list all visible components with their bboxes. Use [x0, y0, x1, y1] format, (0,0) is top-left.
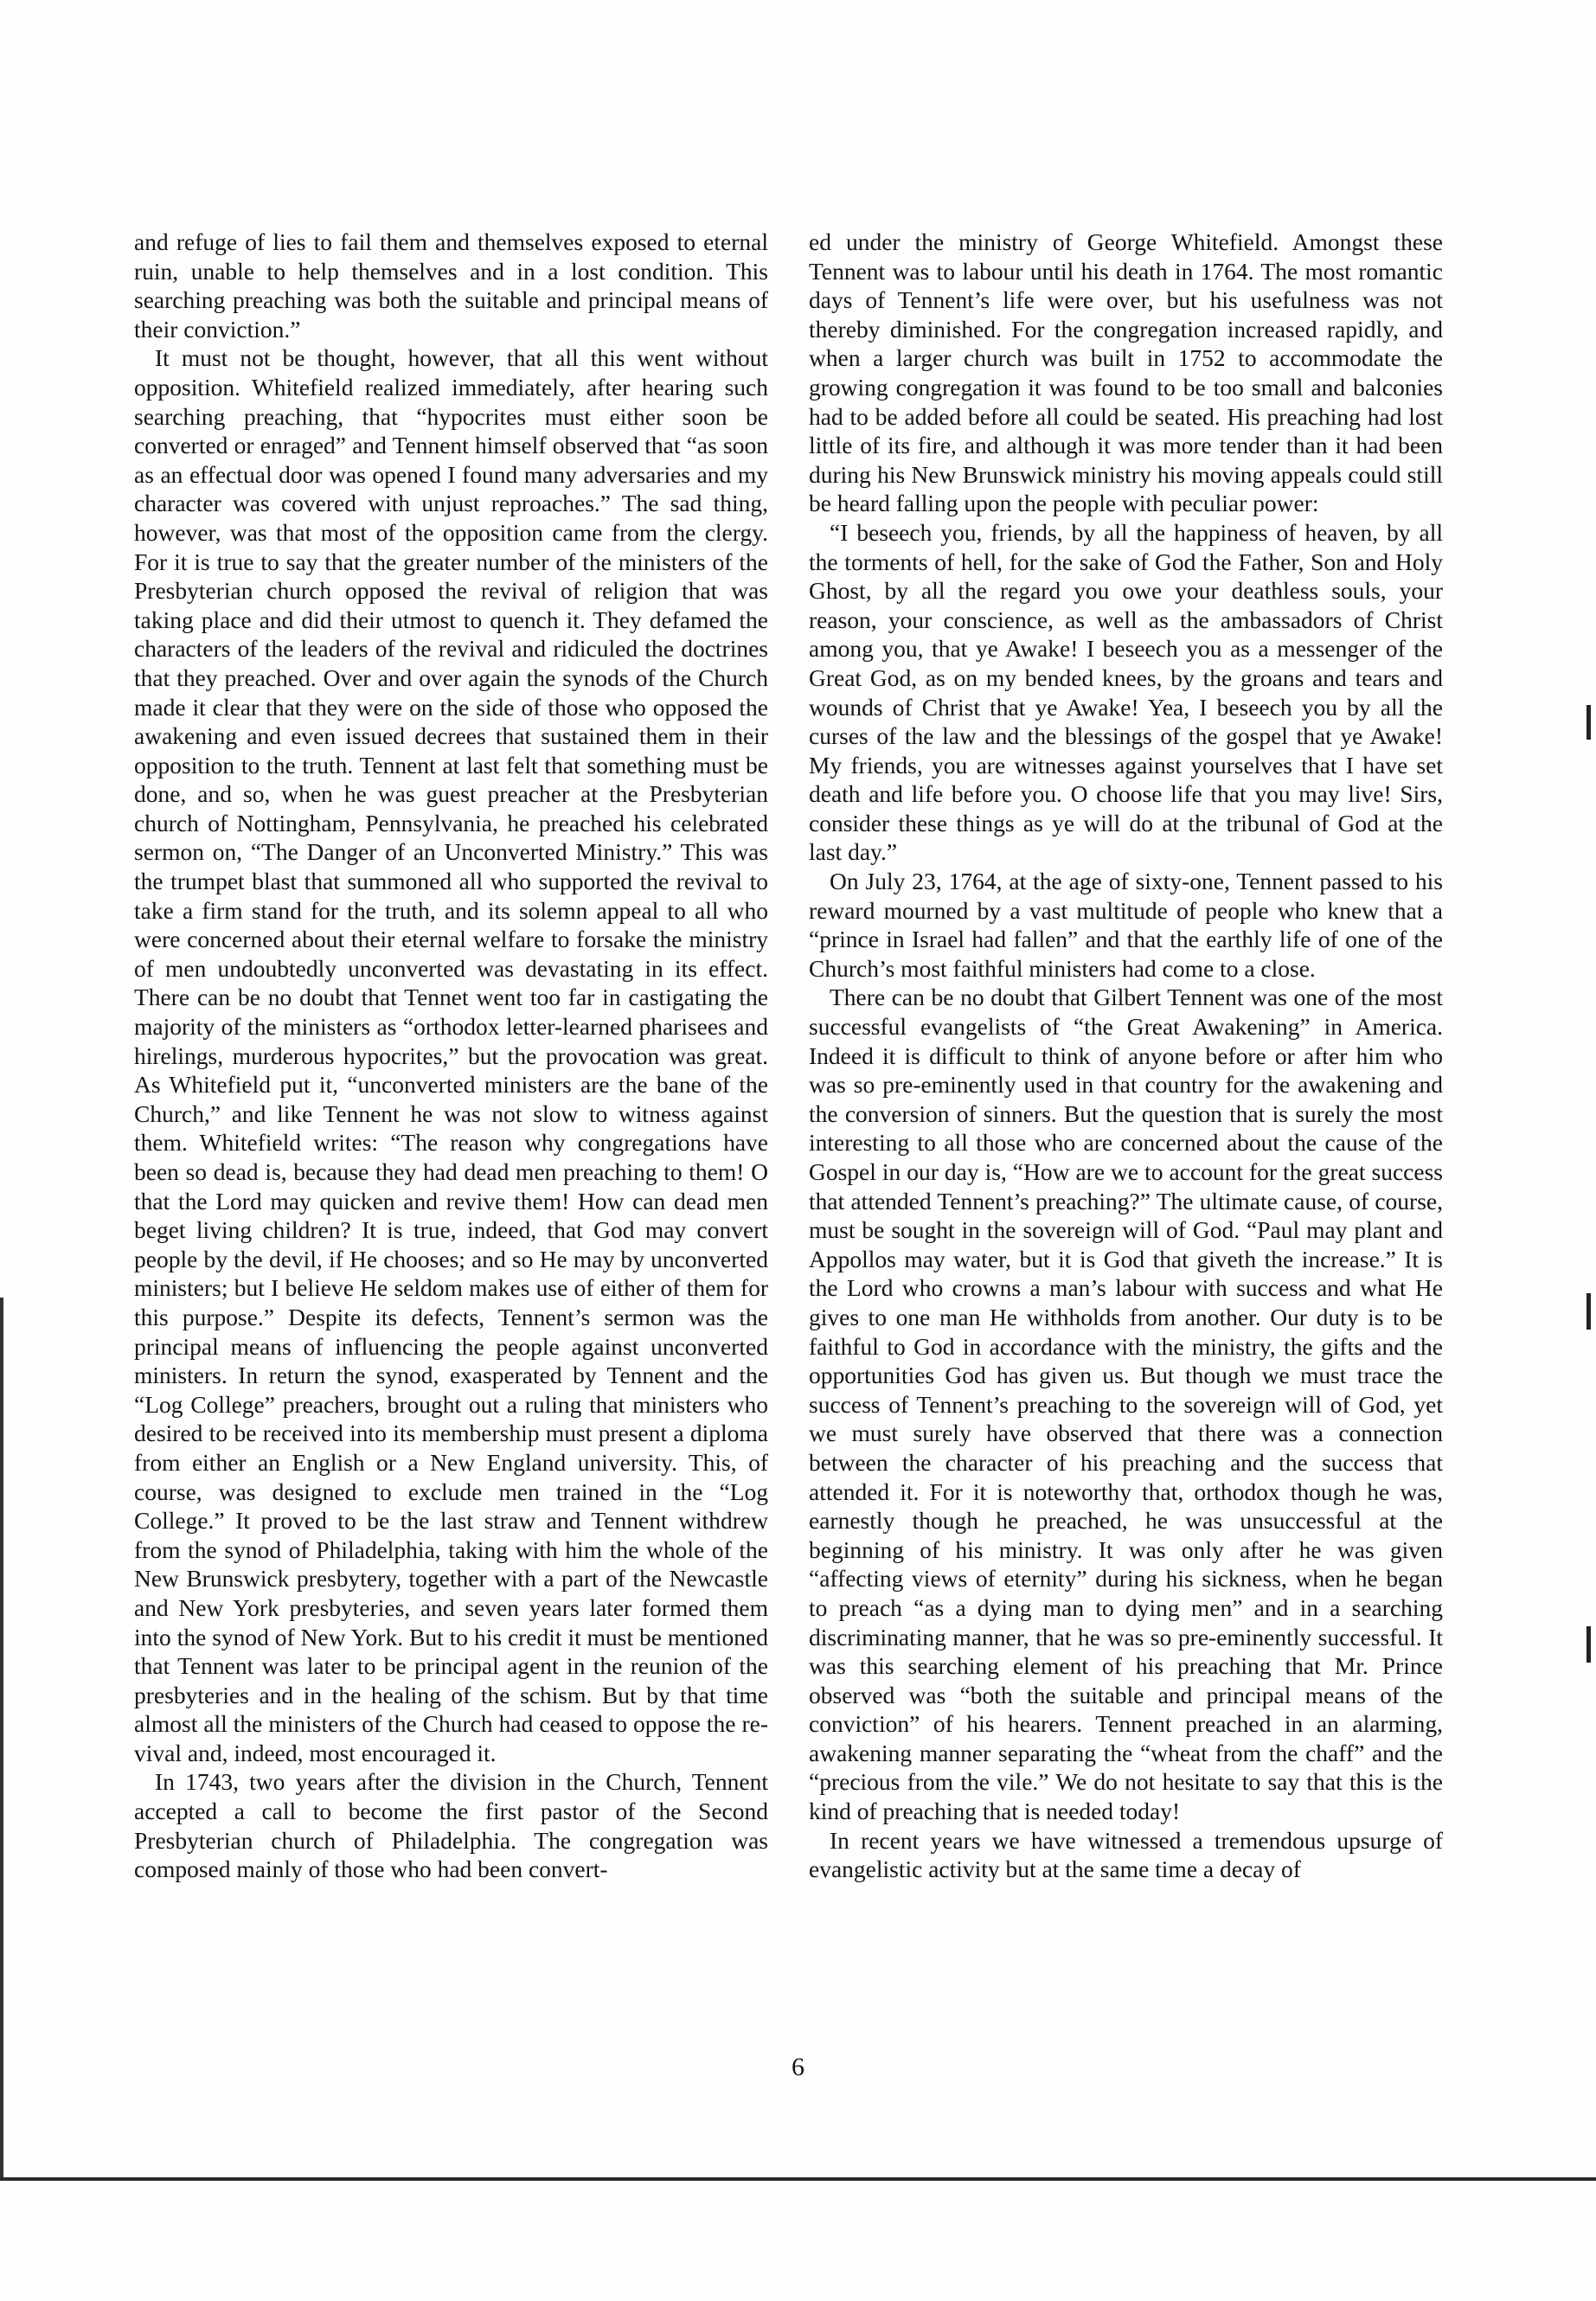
- scan-edge-bottom: [0, 2177, 1596, 2181]
- right-text-column: [809, 228, 1443, 1884]
- paragraph-continued: ed under the ministry of George Whitefield. Amongst these Tennent was to labour until his death in 1764. The most romantic days of Tennent’s life were over, but his usefulness was not thereby diminished. For the congregation increased rapidly, and when a larger church was built in 1752 to accommodate the growing congregation it was found to be too small and balconies had to be added before all could be seated. His preaching had lost little of its fire, and although it was more tender than it had been during his New Brunswick ministry his moving appeals could still be heard falling upon the people with peculiar power:: [809, 228, 1443, 517]
- quoted-sermon-paragraph: “I beseech you, friends, by all the happiness of heaven, by all the torments of hell, for the sake of God the Father, Son and Holy Ghost, by all the regard you owe your deathless souls, your reason, your conscience, as well as the ambassadors of Christ among you, that ye Awake! I beseech you as a messenger of the Great God, as on my bended knees, by the groans and tears and wounds of Christ that ye Awake! Yea, I beseech you by all the curses of the law and the blessings of the gospel that ye Awake! My friends, you are witnesses against yourselves that I have set death and life before you. O choose life that you may live! Sirs, consider these things as ye will do at the tribunal of God at the last day.”: [809, 518, 1443, 866]
- paragraph-continued: and refuge of lies to fail them and themselves exposed to eternal ruin, unable to help themselves and in a lost condition. This searching preaching was both the suitable and principal means of their conviction.”: [134, 228, 768, 343]
- paragraph: There can be no doubt that Gilbert Tennent was one of the most successful evangelists of “the Great Awakening” in America. Indeed it is difficult to think of anyone before or after him who was so pre-eminently used in that country for the awakening and the conversion of sinners. But the question that is surely the most interesting to all those who are concerned about the cause of the Gospel in our day is, “How are we to account for the great success that attended Tennent’s preaching?” The ultimate cause, of course, must be sought in the sovereign will of God. “Paul may plant and Appollos may water, but it is God that giveth the increase.” It is the Lord who crowns a man’s labour with success and what He gives to one man He withholds from another. Our duty is to be faithful to God in accordance with the ministry, the gifts and the opportunities God has given us. But though we must trace the success of Tennent’s preaching to the sovereign will of God, yet we must surely have observed that there was a connection between the character of his preaching and the success that attended it. For it is noteworthy that, orthodox though he was, earnestly though he preached, he was unsuccessful at the beginning of his ministry. It was only after he was given “affecting views of eternity” during his sickness, when he began to preach “as a dying man to dying men” and in a searching discriminating manner, that he was so pre-eminently successful. It was this searching element of his preaching that Mr. Prince observed was “both the suitable and principal means of the conviction” of his hearers. Tennent preached in an alarming, awakening manner separating the “wheat from the chaff” and the “precious from the vile.” We do not hesitate to say that this is the kind of preaching that is needed today!: [809, 984, 1443, 1825]
- paragraph: In recent years we have witnessed a tremendous upsurge of evangelistic activity but at the same time a decay of: [809, 1826, 1443, 1883]
- scan-margin-mark: [1586, 1293, 1591, 1330]
- scan-edge-left: [0, 1298, 3, 2180]
- scan-margin-mark: [1586, 1626, 1591, 1663]
- page-number: 6: [792, 2053, 804, 2081]
- paragraph: In 1743, two years after the division in the Church, Tennent accepted a call to become the first pastor of the Second Presbyterian church of Philadelphia. The congregation was composed mainly of those who had been convert-: [134, 1768, 768, 1883]
- paragraph: On July 23, 1764, at the age of sixty-one, Tennent passed to his reward mourned by a vast multitude of people who knew that a “prince in Israel had fallen” and that the earthly life of one of the Church’s most faithful ministers had come to a close.: [809, 868, 1443, 982]
- paragraph: It must not be thought, however, that all this went without opposition. Whitefield realized immediately, after hearing such searching preaching, that “hypocrites must either soon be converted or enraged” and Tennent himself observed that “as soon as an effectual door was opened I found many adversaries and my character was covered with unjust reproaches.” The sad thing, however, was that most of the opposition came from the clergy. For it is true to say that the greater number of the ministers of the Presbyterian church opposed the revival of religion that was taking place and did their utmost to quench it. They defamed the characters of the leaders of the revival and ridiculed the doctrines that they preached. Over and over again the synods of the Church made it clear that they were on the side of those who opposed the awakening and even issued decrees that sustained them in their opposition to the truth. Tennent at last felt that something must be done, and so, when he was guest preacher at the Presbyterian church of Nottingham, Pennsylvania, he preached his celebrated sermon on, “The Danger of an Unconverted Ministry.” This was the trumpet blast that summoned all who supported the revival to take a firm stand for the truth, and its solemn appeal to all who were concerned about their eternal welfare to forsake the ministry of men undoubtedly unconverted was devastating in its effect. There can be no doubt that Tennet went too far in castigating the majority of the ministers as “orthodox letter-learned pharisees and hirelings, murderous hypocrites,” but the provocation was great. As Whitefield put it, “unconverted ministers are the bane of the Church,” and like Tennent he was not slow to witness against them. Whitefield writes: “The reason why congregations have been so dead is, because they had dead men preaching to them! O that the Lord may quicken and revive them! How can dead men beget living children? It is true, indeed, that God may convert people by the devil, if He chooses; and so He may by unconverted ministers; but I believe He seldom makes use of either of them for this purpose.” Despite its defects, Tennent’s sermon was the principal means of influencing the people against unconverted ministers. In return the synod, exasperated by Tennent and the “Log College” preachers, brought out a ruling that ministers who desired to be received into its membership must present a diploma from either an English or a New England university. This, of course, was designed to exclude men trained in the “Log College.” It proved to be the last straw and Tennent withdrew from the synod of Philadelphia, taking with him the whole of the New Brunswick presbytery, together with a part of the Newcastle and New York presbyteries, and seven years later formed them into the synod of New York. But to his credit it must be mentioned that Tennent was later to be principal agent in the reunion of the presbyteries and in the healing of the schism. But by that time almost all the ministers of the Church had ceased to oppose the revival and, indeed, most encouraged it.: [134, 344, 768, 1766]
- scan-margin-mark: [1586, 705, 1591, 740]
- left-text-column: [134, 228, 768, 1884]
